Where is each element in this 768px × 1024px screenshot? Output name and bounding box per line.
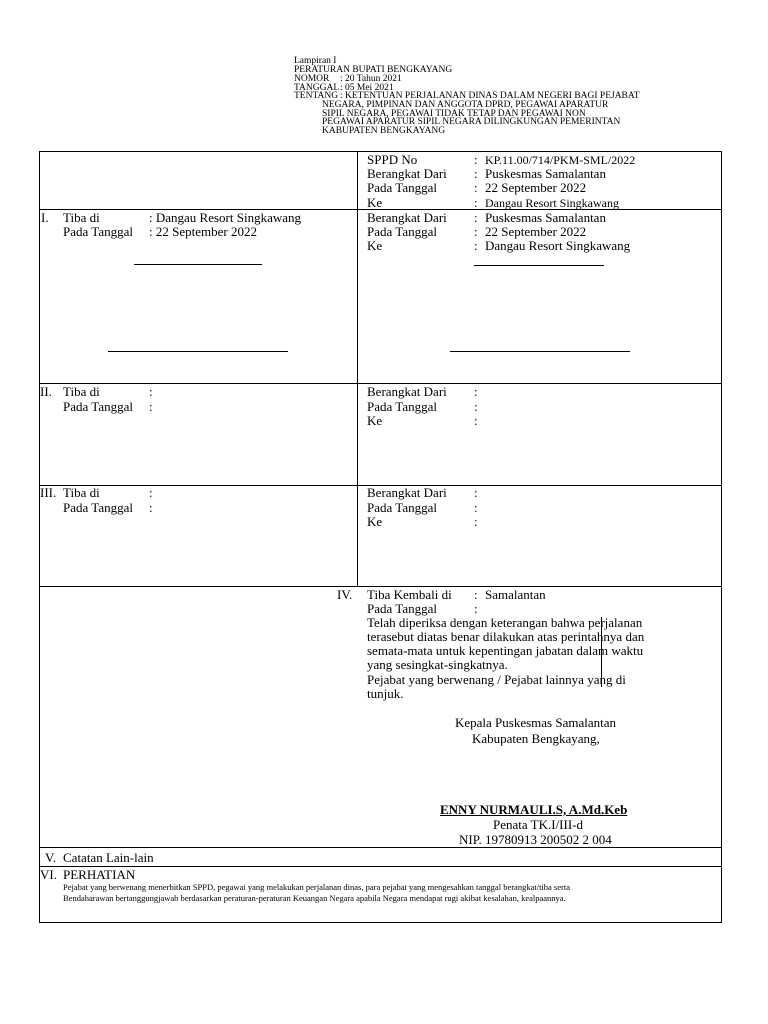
table-divider — [357, 151, 358, 586]
section-numeral: I. — [41, 210, 49, 225]
perhatian-label: PERHATIAN — [63, 867, 136, 882]
colon: : — [474, 601, 478, 616]
catatan-label: Catatan Lain-lain — [63, 850, 154, 865]
signer-name: ENNY NURMAULI.S, A.Md.Keb — [440, 802, 628, 817]
ke-label: Ke — [367, 514, 383, 529]
tentang-label: TENTANG — [294, 91, 339, 101]
table-border — [39, 151, 40, 923]
regulation-title: PERATURAN BUPATI BENGKAYANG — [294, 65, 453, 75]
ke-label: Ke — [367, 238, 383, 253]
signer-rank: Penata TK.I/III-d — [493, 817, 584, 832]
colon: : — [474, 413, 478, 428]
colon: : — [149, 399, 153, 414]
colon: : — [474, 384, 478, 399]
tanggal-label: Pada Tanggal — [367, 180, 437, 195]
colon: : — [474, 587, 478, 602]
tiba-label: Tiba di — [63, 384, 100, 399]
colon: : — [474, 195, 478, 210]
colon: : — [474, 500, 478, 515]
table-border — [39, 866, 722, 867]
statement-line: terasebut diatas benar dilakukan atas perintahnya dan — [367, 629, 645, 644]
colon: : — [474, 152, 478, 167]
colon: : — [474, 238, 478, 253]
section-numeral: VI. — [40, 867, 57, 882]
section-numeral: V. — [45, 850, 56, 865]
berangkat-label: Berangkat Dari — [367, 384, 447, 399]
colon: : — [474, 399, 478, 414]
tanggal-value: 22 September 2022 — [485, 180, 587, 195]
signature-line — [474, 265, 604, 266]
colon: : — [474, 224, 478, 239]
tiba-value: : Dangau Resort Singkawang — [149, 210, 302, 225]
berangkat-value: Puskesmas Samalantan — [485, 166, 606, 181]
signature-line — [450, 351, 630, 352]
signature-line — [134, 264, 262, 265]
signer-nip: NIP. 19780913 200502 2 004 — [459, 832, 612, 847]
colon: : — [474, 210, 478, 225]
office-region: Kabupaten Bengkayang, — [472, 731, 600, 746]
sppd-no-label: SPPD No — [367, 152, 418, 167]
colon: : — [149, 384, 153, 399]
section-numeral: II. — [40, 384, 52, 399]
tanggal-label: Pada Tanggal — [367, 601, 437, 616]
berangkat-label: Berangkat Dari — [367, 485, 447, 500]
signature-line — [108, 351, 288, 352]
statement-line: Pejabat yang berwenang / Pejabat lainnya yang di — [367, 672, 626, 687]
statement-line: Telah diperiksa dengan keterangan bahwa perjalanan — [367, 615, 643, 630]
nomor-label: NOMOR — [294, 74, 330, 84]
tanggal-label: Pada Tanggal — [63, 399, 133, 414]
colon: : — [474, 166, 478, 181]
ke-value: Dangau Resort Singkawang — [485, 196, 619, 210]
tentang-line: NEGARA, PIMPINAN DAN ANGGOTA DPRD, PEGAWAI APARATUR — [322, 100, 609, 110]
table-border — [721, 151, 722, 923]
tiba-label: Tiba di — [63, 210, 100, 225]
tanggal-value: : 22 September 2022 — [149, 224, 257, 239]
nomor-value: : 20 Tahun 2021 — [340, 74, 402, 84]
kembali-value: Samalantan — [485, 587, 546, 602]
section-numeral: IV. — [337, 587, 353, 602]
tentang-line: PEGAWAI APARATUR SIPIL NEGARA DILINGKUNGAN PEMERINTAN — [322, 117, 621, 127]
tentang-line: : KETENTUAN PERJALANAN DINAS DALAM NEGERI BAGI PEJABAT — [340, 91, 640, 101]
ke-label: Ke — [367, 413, 383, 428]
tanggal-value: 22 September 2022 — [485, 224, 587, 239]
colon: : — [474, 485, 478, 500]
lampiran-label: Lampiran I — [294, 56, 337, 66]
statement-line: yang sesingkat-singkatnya. — [367, 657, 508, 672]
tiba-label: Tiba di — [63, 485, 100, 500]
ke-label: Ke — [367, 195, 383, 210]
table-border — [39, 922, 722, 923]
colon: : — [474, 514, 478, 529]
tentang-line: KABUPATEN BENGKAYANG — [322, 126, 446, 136]
ke-value: Dangau Resort Singkawang — [485, 238, 631, 253]
note-line: Bendaharawan bertanggungjawab berdasarkan peraturan-peraturan Keuangan Negara apabila Negara mendapat rugi akibat kesalahan, kealpaannya. — [63, 893, 566, 903]
colon: : — [474, 180, 478, 195]
berangkat-label: Berangkat Dari — [367, 210, 447, 225]
tentang-line: SIPIL NEGARA, PEGAWAI TIDAK TETAP DAN PEGAWAI NON — [322, 109, 586, 119]
tanggal-label: Pada Tanggal — [63, 224, 133, 239]
office-title: Kepala Puskesmas Samalantan — [455, 715, 617, 730]
colon: : — [149, 500, 153, 515]
tanggal-label: Pada Tanggal — [367, 224, 437, 239]
statement-line: semata-mata untuk kepentingan jabatan dalam waktu — [367, 643, 644, 658]
tanggal-label: Pada Tanggal — [367, 500, 437, 515]
statement-line: tunjuk. — [367, 686, 404, 701]
section-numeral: III. — [40, 485, 57, 500]
sppd-no-value: KP.11.00/714/PKM-SML/2022 — [485, 153, 636, 167]
table-border — [39, 847, 722, 848]
tanggal-value: : 05 Mei 2021 — [340, 83, 394, 93]
note-line: Pejabat yang berwenang menerbitkan SPPD, pegawai yang melakukan perjalanan dinas, para pejabat yang mengesahkan tanggal berangkat/tiba serta — [63, 882, 570, 892]
berangkat-value: Puskesmas Samalantan — [485, 210, 606, 225]
tanggal-label: Pada Tanggal — [367, 399, 437, 414]
kembali-label: Tiba Kembali di — [367, 587, 452, 602]
berangkat-label: Berangkat Dari — [367, 166, 447, 181]
tanggal-label: Pada Tanggal — [63, 500, 133, 515]
colon: : — [149, 485, 153, 500]
tanggal-label: TANGGAL — [294, 83, 340, 93]
